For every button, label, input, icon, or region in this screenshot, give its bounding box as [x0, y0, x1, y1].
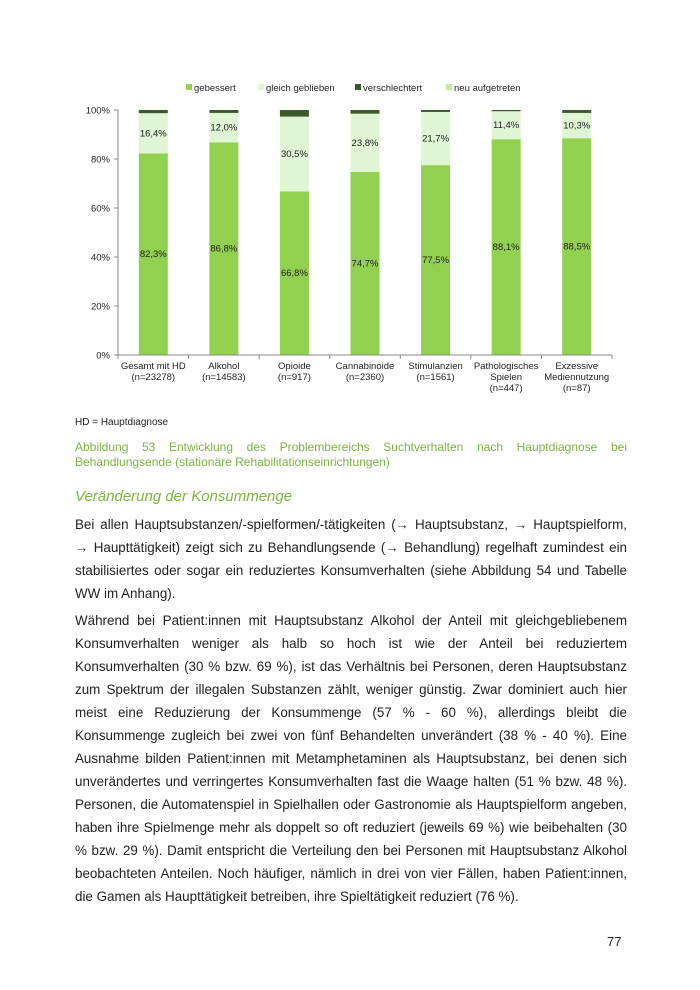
x-tick-label — [408, 361, 462, 383]
legend-label: verschlechtert — [363, 83, 423, 94]
x-tick-label-line: Opioide — [278, 361, 311, 372]
bars — [139, 110, 591, 355]
data-label-gleich-geblieben: 10,3% — [563, 120, 591, 132]
x-tick-label-line: Mediennutzung — [544, 372, 610, 383]
legend-swatch — [355, 84, 361, 90]
legend-label: gleich geblieben — [266, 83, 335, 94]
bar-segment-verschlechtert — [209, 110, 238, 113]
x-tick-label — [474, 361, 539, 394]
x-tick-label-line: (n=23278) — [131, 372, 176, 383]
data-label-gleich-geblieben: 16,4% — [139, 128, 167, 140]
data-label-gebessert: 82,3% — [139, 249, 167, 261]
legend-swatch — [446, 84, 452, 90]
body-paragraph-1: Bei allen Hauptsubstanzen/-spielformen/-tätigkeiten (→ Hauptsubstanz, → Hauptspielform, → Haupttätigkeit) zeigt sich zu Behandlungsende (→ Behandlung) regelhaft zumindest ein stabilisiertes oder sogar ein reduziertes Konsumverhalten (siehe Abbildung 54 und Tabelle WW im Anhang). — [75, 517, 627, 601]
bar-segment-verschlechtert — [280, 110, 309, 117]
x-tick-label-line: (n=1561) — [416, 372, 455, 383]
section-heading: Veränderung der Konsummenge — [75, 488, 293, 505]
y-tick-label: 20% — [90, 301, 110, 313]
data-label-gebessert: 74,7% — [351, 258, 379, 270]
x-tick-label-line: Gesamt mit HD — [120, 361, 186, 372]
x-tick-label-line: (n=14583) — [202, 372, 246, 383]
x-tick-label-line: Pathologisches — [473, 361, 539, 372]
x-tick-label — [544, 361, 609, 394]
stacked-bar-chart — [0, 0, 700, 410]
page-number: 77 — [607, 934, 622, 949]
x-tick-label — [336, 361, 395, 383]
bar-segment-verschlechtert — [421, 110, 450, 112]
legend-label: gebessert — [194, 83, 236, 94]
data-label-gleich-geblieben: 12,0% — [210, 122, 238, 134]
x-tick-label — [121, 361, 186, 383]
caption-line-1: Abbildung 53 Entwicklung des Problembereichs Suchtverhalten nach Hauptdiagnose bei — [75, 440, 627, 454]
bar-segment-verschlechtert — [139, 110, 168, 113]
x-tick-label-line: (n=87) — [562, 383, 591, 394]
x-tick-label-line: (n=2360) — [345, 372, 385, 383]
x-tick-label-line: (n=447) — [489, 383, 523, 394]
caption-line-2: Behandlungsende (stationäre Rehabilitationseinrichtungen) — [75, 455, 390, 469]
data-label-gleich-geblieben: 21,7% — [422, 133, 450, 145]
legend-swatch — [258, 84, 264, 90]
figure-caption — [75, 440, 627, 470]
y-tick-label: 80% — [90, 154, 110, 166]
y-tick-label: 100% — [85, 105, 110, 117]
x-tick-label-line: Cannabinoide — [335, 361, 395, 372]
y-tick-label: 60% — [90, 203, 110, 215]
y-axis — [86, 106, 118, 362]
data-label-gleich-geblieben: 30,5% — [280, 148, 308, 160]
bar-segment-verschlechtert — [562, 110, 591, 113]
data-label-gebessert: 66,8% — [280, 268, 308, 280]
data-label-gebessert: 88,1% — [492, 242, 520, 254]
x-tick-label-line: Stimulanzien — [408, 361, 463, 372]
x-tick-label-line: Alkohol — [208, 361, 240, 372]
legend-swatch — [186, 84, 192, 90]
chart-footnote: HD = Hauptdiagnose — [75, 417, 169, 428]
x-tick-label — [278, 361, 311, 383]
x-axis — [118, 355, 612, 394]
x-tick-label-line: Exzessive — [555, 361, 599, 372]
bar-segment-verschlechtert — [351, 110, 380, 114]
x-tick-label-line: (n=917) — [277, 372, 311, 383]
data-label-gebessert: 77,5% — [422, 255, 450, 267]
y-tick-label: 0% — [96, 350, 110, 362]
body-paragraph-2: Während bei Patient:innen mit Hauptsubstanz Alkohol der Anteil mit gleichgebliebenem Konsumverhalten weniger als halb so hoch ist wie der Anteil bei reduziertem Konsumverhalten (30 % bzw. 69 %), ist das Verhältnis bei Personen, deren Hauptsubstanz zum Spektrum der illegalen Substanzen zählt, weniger günstig. Zwar dominiert auch hier meist eine Reduzierung der Konsummenge (57 % - 60 %), allerdings bleibt die Konsummenge zugleich bei zwei von fünf Behandelten unverändert (38 % - 40 %). Eine Ausnahme bilden Patient:innen mit Metamphetaminen als Hauptsubstanz, bei denen sich unverändertes und verringertes Konsumverhalten fast die Waage halten (51 % bzw. 48 %). Personen, die Automatenspiel in Spielhallen oder Gastronomie als Hauptspielform angeben, haben ihre Spielmenge mehr als doppelt so oft reduziert (jeweils 69 %) wie beibehalten (30 % bzw. 29 %). Damit entspricht die Verteilung den bei Personen mit Hauptsubstanz Alkohol beobachteten Anteilen. Noch häufiger, nämlich in drei von vier Fällen, haben Patient:innen, die Gamen als Haupttätigkeit betreiben, ihre Spieltätigkeit reduziert (76 %). — [75, 613, 627, 904]
data-label-gebessert: 88,5% — [563, 241, 591, 253]
data-label-gleich-geblieben: 23,8% — [351, 137, 379, 149]
y-tick-label: 40% — [90, 252, 110, 264]
x-tick-label — [202, 361, 246, 383]
bar-segment-verschlechtert — [492, 110, 521, 111]
data-label-gleich-geblieben: 11,4% — [493, 120, 520, 132]
x-tick-label-line: Spielen — [490, 372, 522, 383]
legend-label: neu aufgetreten — [454, 83, 521, 94]
chart-legend — [186, 83, 521, 94]
data-label-gebessert: 86,8% — [210, 243, 238, 255]
